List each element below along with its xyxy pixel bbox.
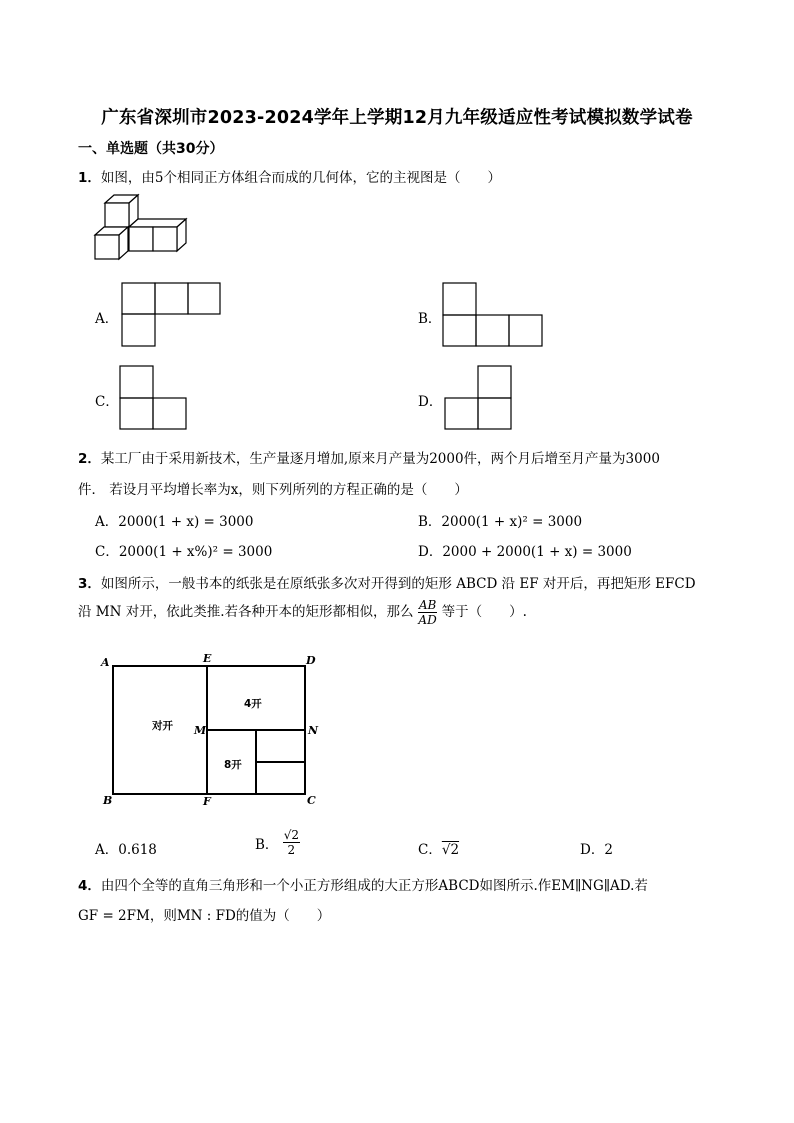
label-a: A [101, 656, 110, 669]
label-quarter: 4开 [244, 698, 262, 710]
question-number: 3． [78, 576, 101, 592]
option-prefix: B． [255, 836, 279, 853]
option-b-label[interactable]: B． [418, 311, 442, 327]
question-text-line1: 如图所示，一般书本的纸张是在原纸张多次对开得到的矩形 ABCD 沿 EF 对开后，再把矩形 EFCD [100, 576, 696, 592]
option-a-figure[interactable] [121, 282, 221, 348]
label-m: M [194, 724, 207, 737]
option-d-label[interactable]: D． [418, 394, 443, 410]
option-a-label[interactable]: A． [95, 311, 119, 327]
label-half: 对开 [152, 720, 173, 732]
label-e: E [203, 652, 212, 665]
option-prefix: C． [418, 842, 442, 858]
fraction-denominator: AD [418, 613, 437, 627]
question-text-line2b: 等于（ ）. [441, 604, 527, 620]
q2-option-b[interactable]: B．2000(1 + x)² = 3000 [418, 514, 583, 530]
q2-option-c[interactable]: C．2000(1 + x%)² = 3000 [95, 544, 273, 560]
fraction-numerator: √2 [283, 828, 299, 842]
q2-option-a[interactable]: A．2000(1 + x) = 3000 [95, 514, 254, 530]
option-c-label[interactable]: C． [95, 394, 119, 410]
option-c-figure[interactable] [119, 365, 189, 431]
question-2 [78, 447, 660, 467]
question-number: 2． [78, 451, 101, 467]
fraction-sqrt2-over-2 [283, 828, 300, 857]
paper-fold-figure [98, 652, 328, 812]
question-text-line2a: 沿 MN 对开，依此类推.若各种开本的矩形都相似，那么 [78, 604, 414, 620]
cube-figure [90, 190, 200, 270]
q3-option-c[interactable] [418, 838, 459, 858]
q3-option-d[interactable]: D．2 [580, 842, 613, 858]
fraction-denominator: 2 [287, 843, 296, 857]
label-eighth: 8开 [224, 759, 242, 771]
question-3-line2 [78, 598, 527, 627]
question-4-line2: GF = 2FM，则MN : FD的值为（ ） [78, 908, 331, 924]
label-d: D [306, 654, 316, 667]
option-b-figure[interactable] [442, 282, 544, 348]
label-n: N [308, 724, 319, 737]
fraction-ab-ad [418, 598, 437, 627]
question-text: 如图，由5个相同正方体组合而成的几何体，它的主视图是（ ） [100, 170, 501, 186]
label-b: B [103, 794, 113, 807]
q3-option-a[interactable]: A．0.618 [95, 842, 157, 858]
fraction-numerator: AB [418, 598, 437, 612]
question-1 [78, 166, 501, 186]
question-text-line1: 某工厂由于采用新技术，生产量逐月增加,原来月产量为2000件，两个月后增至月产量为3000 [100, 451, 660, 467]
sqrt-value: √2 [441, 842, 460, 858]
q2-option-d[interactable]: D．2000 + 2000(1 + x) = 3000 [418, 544, 632, 560]
page-title: 广东省深圳市2023-2024学年上学期12月九年级适应性考试模拟数学试卷 [101, 108, 693, 128]
question-number: 4． [78, 878, 101, 894]
label-c: C [307, 794, 316, 807]
question-2-line2: 件． 若设月平均增长率为x，则下列所列的方程正确的是（ ） [78, 482, 468, 498]
question-3 [78, 572, 696, 592]
question-number: 1． [78, 170, 101, 186]
section-heading: 一、单选题（共30分） [78, 141, 224, 157]
question-4 [78, 874, 648, 894]
q3-option-b[interactable] [255, 828, 300, 857]
option-d-figure[interactable] [444, 365, 514, 431]
label-f: F [203, 795, 211, 808]
question-text-line1: 由四个全等的直角三角形和一个小正方形组成的大正方形ABCD如图所示.作EM∥NG∥AD.若 [100, 878, 648, 894]
